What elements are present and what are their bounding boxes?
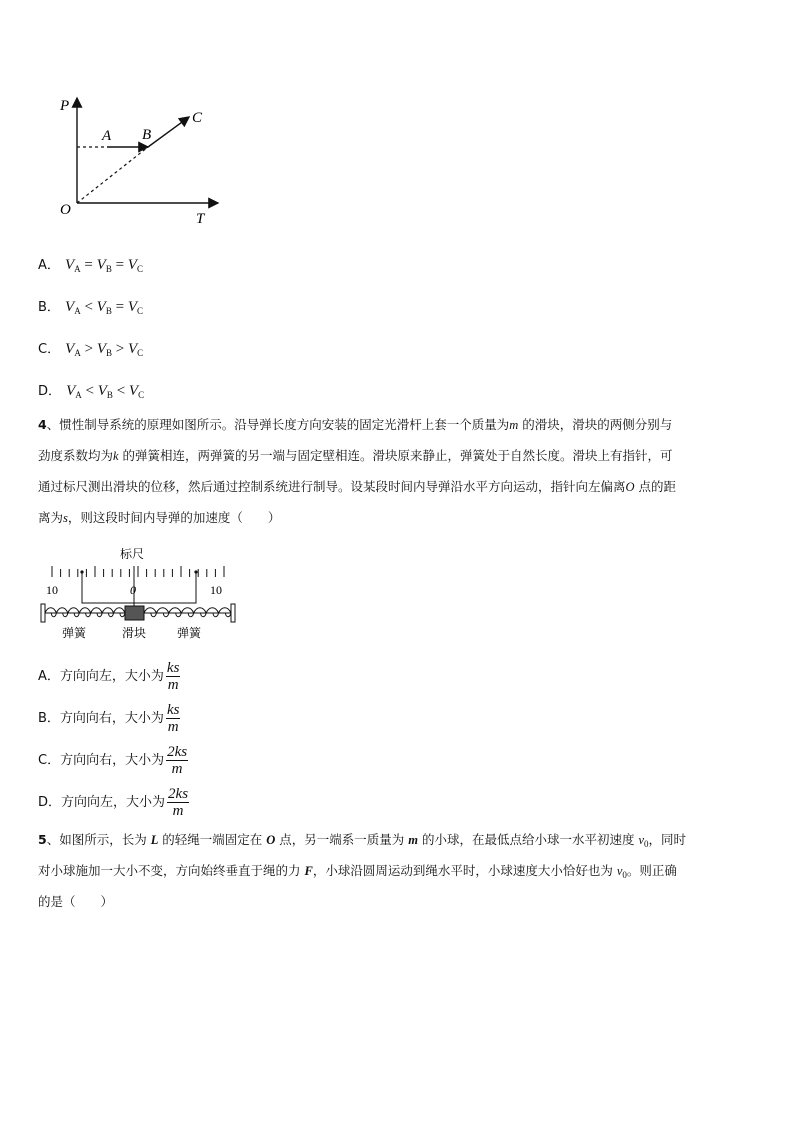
- q4-option-d[interactable]: D． 方向向左，大小为 $\frac{2ks}{m}$: [38, 786, 189, 819]
- point-a-label: A: [102, 128, 112, 144]
- right-spring: [144, 608, 231, 617]
- left-wall: [41, 604, 45, 622]
- q5-line-2: 对小球施加一大小不变，方向始终垂直于绳的力 F，小球沿圆周运动到绳水平时，小球速度大小恰好也为 $v_0$。则正确: [38, 863, 677, 880]
- scale-ticks: [52, 566, 224, 577]
- scale-right-number: 10: [210, 583, 222, 597]
- axis-t-label: T: [196, 211, 205, 227]
- q3-option-a[interactable]: A． $V_A = V_B = V_C$: [38, 257, 143, 274]
- q4-line-4: 离为s，则这段时间内导弹的加速度（ ）: [38, 510, 281, 525]
- q4-line-1: 4、惯性制导系统的原理如图所示。沿导弹长度方向安装的固定光滑杆上套一个质量为m 的滑块，滑块的两侧分别与: [38, 417, 673, 432]
- point-b-label: B: [142, 127, 152, 143]
- left-spring: [45, 608, 125, 617]
- pt-graph: [52, 92, 222, 227]
- dashed-origin-line: [77, 147, 148, 203]
- q4-option-c[interactable]: C． 方向向右，大小为 $\frac{2ks}{m}$: [38, 744, 188, 777]
- q5-line-1: 5、如图所示，长为 L 的轻绳一端固定在 O 点，另一端系一质量为 m 的小球，在最低点给小球一水平初速度 $v_0$，同时: [38, 832, 687, 849]
- axis-p-label: P: [60, 98, 70, 114]
- label-left-spring: 弹簧: [62, 626, 87, 640]
- slider-block: [125, 606, 144, 620]
- q4-option-a[interactable]: A． 方向向左，大小为 $\frac{ks}{m}$: [38, 660, 180, 693]
- q4-line-2: 劲度系数均为k 的弹簧相连，两弹簧的另一端与固定壁相连。滑块原来静止，弹簧处于自然长度。滑块上有指针，可: [38, 448, 673, 463]
- fraction: $\frac{2ks}{m}$: [168, 786, 189, 819]
- q4-option-b[interactable]: B． 方向向右，大小为 $\frac{ks}{m}$: [38, 702, 180, 735]
- scale-title: 标尺: [120, 547, 145, 561]
- label-slider: 滑块: [122, 626, 147, 640]
- scale-center-zero: 0: [130, 583, 136, 597]
- arrow-b-to-c: [148, 117, 189, 147]
- pointer-bracket: [82, 571, 196, 603]
- right-wall: [231, 604, 235, 622]
- label-right-spring: 弹簧: [177, 626, 202, 640]
- fraction: $\frac{2ks}{m}$: [167, 744, 188, 777]
- fraction: $\frac{ks}{m}$: [166, 702, 180, 735]
- q3-option-b[interactable]: B． $V_A < V_B = V_C$: [38, 299, 143, 316]
- q5-line-3: 的是（ ）: [38, 894, 114, 909]
- fraction: $\frac{ks}{m}$: [166, 660, 180, 693]
- q4-line-3: 通过标尺测出滑块的位移，然后通过控制系统进行制导。设某段时间内导弹沿水平方向运动，指针向左偏离O 点的距: [38, 479, 677, 494]
- origin-label: O: [60, 202, 71, 218]
- point-c-label: C: [192, 110, 203, 126]
- scale-left-number: 10: [46, 583, 58, 597]
- q3-option-c[interactable]: C． $V_A > V_B > V_C$: [38, 341, 144, 358]
- q3-option-d[interactable]: D． $V_A < V_B < V_C$: [38, 383, 145, 400]
- scale-figure: [38, 544, 240, 644]
